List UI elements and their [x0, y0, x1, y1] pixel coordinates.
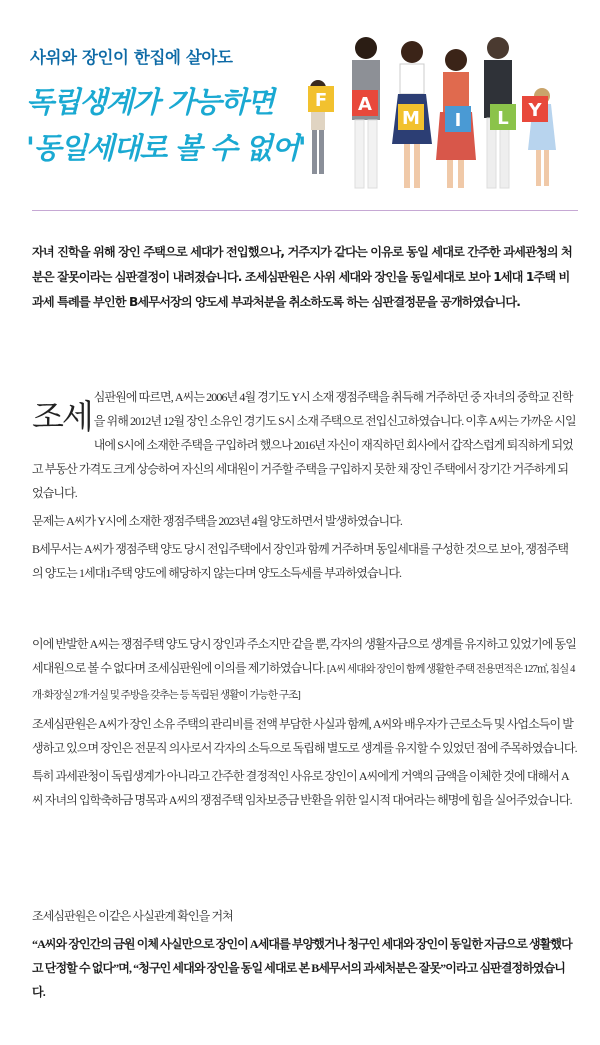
- paragraph-1: [32, 385, 577, 505]
- paragraph-4: [32, 632, 577, 708]
- header-divider: [32, 210, 578, 211]
- article-body-section-2: [32, 632, 577, 816]
- quote-connector: 며,: [118, 961, 134, 975]
- paragraph-3: B세무서는 A씨가 쟁점주택 양도 당시 전입주택에서 장인과 함께 거주하며 동일세대를 구성한 것으로 보아, 쟁점주택의 양도는 1세대1주택 양도에 해당하지 않는다며 양도소득세를 부과하였습니다.: [32, 542, 569, 580]
- article-body-section-1: [32, 385, 577, 589]
- quote-ending: 이라고 심판결정하였습니다.: [32, 961, 565, 999]
- letter-card-label: I: [454, 110, 462, 131]
- paragraph-4-note: [A씨 세대와 장인이 함께 생활한 주택 전용면적은 127㎡, 침실 4개·화장실 2개·거실 및 주방을 갖추는 등 독립된 생활이 가능한 구조]: [32, 664, 575, 701]
- letter-card-label: M: [402, 108, 420, 129]
- family-photo: [300, 26, 570, 200]
- headline-line-1: 독립생계가 가능하면: [26, 85, 274, 119]
- quote-2: “청구인 세대와 장인을 동일 세대로 본 B세무서의 과세처분은 잘못”: [133, 961, 446, 975]
- letter-card-label: Y: [528, 100, 542, 121]
- headline-line-2: '동일세대로 볼 수 없어': [26, 131, 306, 165]
- paragraph-5: 조세심판원은 A씨가 장인 소유 주택의 관리비를 전액 부담한 사실과 함께, A씨와 배우자가 근로소득 및 사업소득이 발생하고 있으며 장인은 전문직 의사로서 각자의 소득으로 독립해 별도로 생계를 유지할 수 있었던 점에 주목하였습니다.: [32, 717, 577, 755]
- paragraph-7: 조세심판원은 이같은 사실관계 확인을 거쳐: [32, 909, 233, 923]
- kicker-text: 사위와 장인이 한집에 살아도: [30, 48, 233, 67]
- quote-1: “A씨와 장인간의 금원 이체 사실만으로 장인이 A세대를 부양했거나 청구인 세대와 장인이 동일한 자금으로 생활했다고 단정할 수 없다”: [32, 937, 572, 975]
- paragraph-1-text: 심판원에 따르면, A씨는 2006년 4월 경기도 Y시 소재 쟁점주택을 취득해 거주하던 중 자녀의 중학교 진학을 위해 2012년 12월 장인 소유인 경기도 S시 소재 주택으로 전입신고하였습니다. 이후 A씨는 가까운 시일내에 S시에 소재한 주택을 구입하려 했으나 2016년 자신이 재직하던 회사에서 갑작스럽게 퇴직하게 되었고 부동산 가격도 크게 상승하여 자신의 세대원이 거주할 주택을 구입하지 못한 채 장인 주택에서 장기간 거주하게 되었습니다.: [32, 390, 576, 500]
- paragraph-4-text: 이에 반발한 A씨는 쟁점주택 양도 당시 장인과 주소지만 같을 뿐, 각자의 생활자금으로 생계를 유지하고 있었기에 동일세대원으로 볼 수 없다며 조세심판원에 이의를 제기하였습니다.: [32, 637, 576, 675]
- header-banner: [0, 0, 600, 208]
- drop-cap: 조세: [32, 397, 92, 436]
- letter-card-label: F: [314, 90, 328, 111]
- paragraph-2: 문제는 A씨가 Y시에 소재한 쟁점주택을 2023년 4월 양도하면서 발생하였습니다.: [32, 514, 403, 528]
- lead-paragraph: 자녀 진학을 위해 장인 주택으로 세대가 전입했으나, 거주지가 같다는 이유로 동일 세대로 간주한 과세관청의 처분은 잘못이라는 심판결정이 내려졌습니다. 조세심판원은 사위 세대와 장인을 동일세대로 보아 1세대 1주택 비과세 특례를 부인한 B세무서장의 양도세 부과처분을 취소하도록 하는 심판결정문을 공개하였습니다.: [32, 245, 572, 309]
- paragraph-6: 특히 과세관청이 독립생계가 아니라고 간주한 결정적인 사유로 장인이 A씨에게 거액의 금액을 이체한 것에 대해서 A씨 자녀의 입학축하금 명목과 A씨의 쟁점주택 임차보증금 반환을 위한 일시적 대여라는 해명에 힘을 실어주었습니다.: [32, 769, 572, 807]
- letter-card-label: A: [358, 94, 372, 115]
- paragraph-8: [32, 932, 577, 1004]
- article-body-section-3: [32, 904, 577, 1008]
- letter-card-label: L: [497, 108, 509, 129]
